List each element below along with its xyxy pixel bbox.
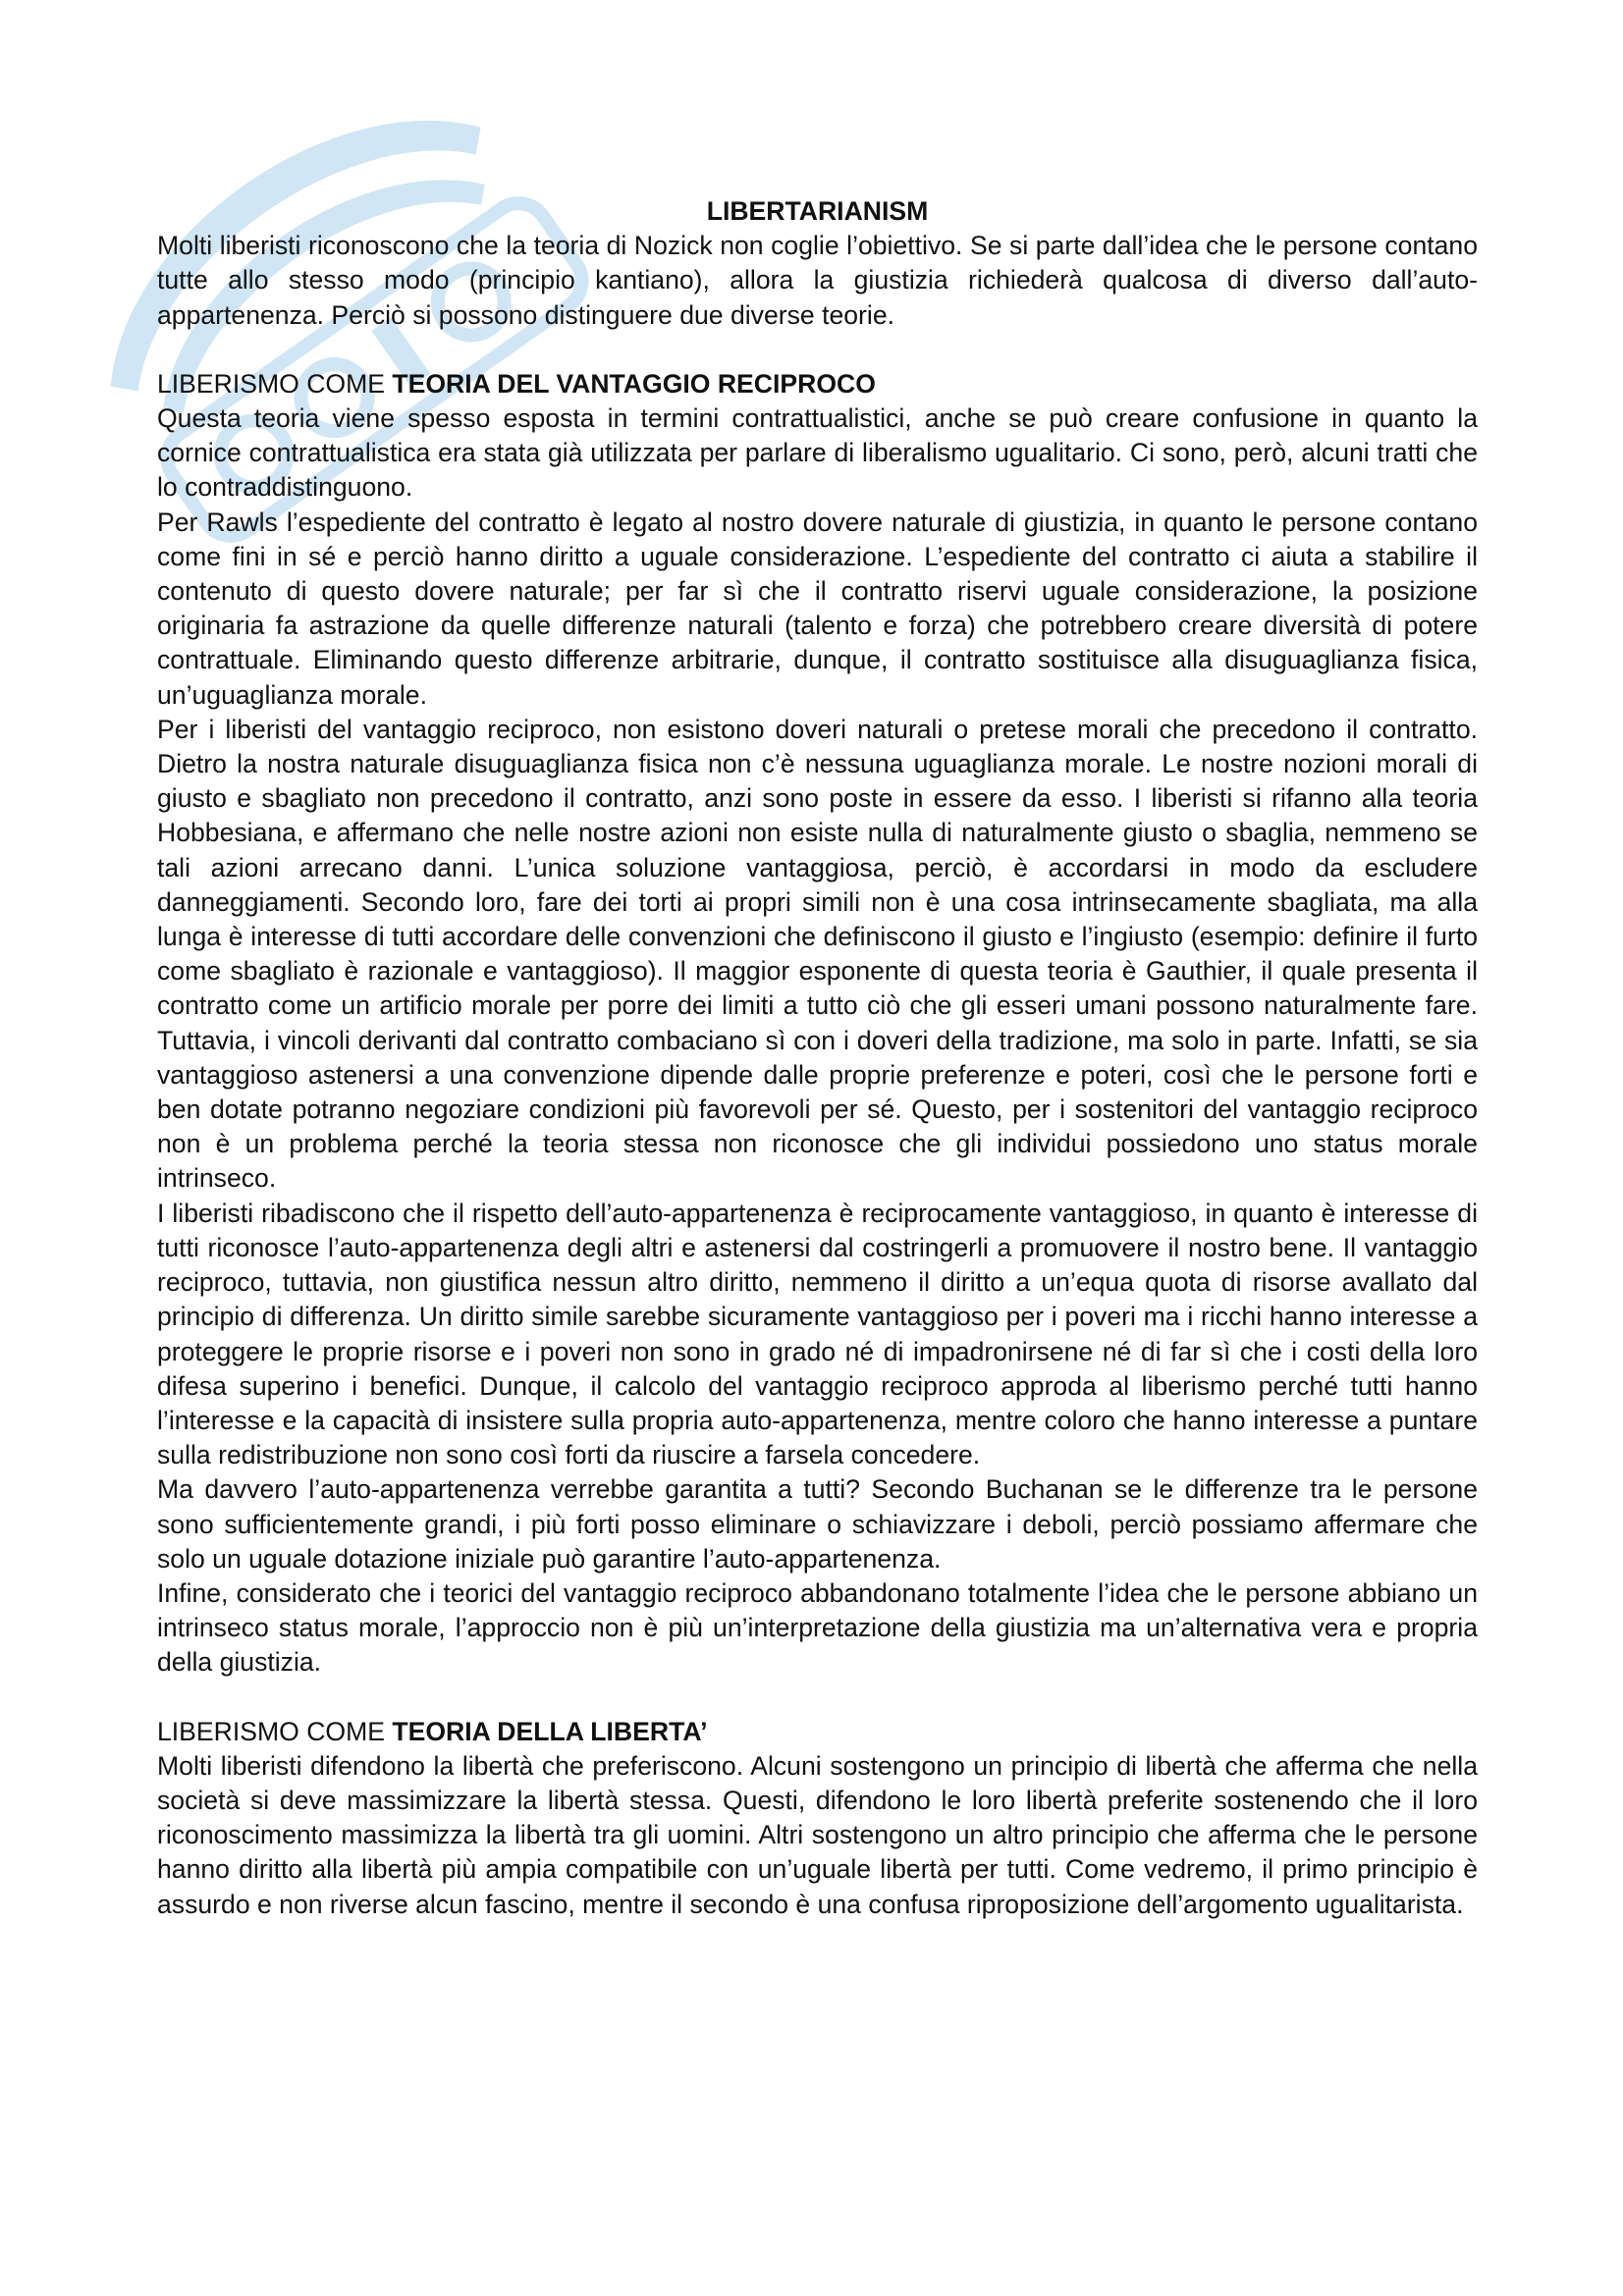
paragraph: Questa teoria viene spesso esposta in termini contrattualistici, anche se può creare confusione in quanto la cornice contrattualistica era stata già utilizzata per parlare di liberalismo ugualitario. Ci sono, però, alcuni tratti che lo contraddistinguono. [157, 403, 1478, 503]
section-heading-bold: TEORIA DEL VANTAGGIO RECIPROCO [392, 368, 876, 399]
paragraph: Per i liberisti del vantaggio reciproco, non esistono doveri naturali o pretese morali che precedono il contratto. Dietro la nostra naturale disuguaglianza fisica non c’è nessuna uguaglianza morale. Le nostre nozioni morali di giusto e sbagliato non precedono il contratto, anzi sono poste in essere da esso. I liberisti si rifanno alla teoria Hobbesiana, e affermano che nelle nostre azioni non esiste nulla di naturalmente giusto o sbaglia, nemmeno se tali azioni arrecano danni. L’unica soluzione vantaggiosa, perciò, è accordarsi in modo da escludere danneggiamenti. Secondo loro, fare dei torti ai propri simili non è una cosa intrinsecamente sbagliata, ma alla lunga è interesse di tutti accordare delle convenzioni che definiscono il giusto e l’ingiusto (esempio: definire il furto come sbagliato è razionale e vantaggioso). Il maggior esponente di questa teoria è Gauthier, il quale presenta il contratto come un artificio morale per porre dei limiti a tutto ciò che gli esseri umani possono naturalmente fare. Tuttavia, i vincoli derivanti dal contratto combaciano sì con i doveri della tradizione, ma solo in parte. Infatti, se sia vantaggioso astenersi a una convenzione dipende dalle proprie preferenze e poteri, così che le persone forti e ben dotate potranno negoziare condizioni più favorevoli per sé. Questo, per i sostenitori del vantaggio reciproco non è un problema perché la teoria stessa non riconosce che gli individui possiedono uno status morale intrinseco. [157, 714, 1478, 1194]
paragraph: Molti liberisti difendono la libertà che preferiscono. Alcuni sostengono un principio di libertà che afferma che nella società si deve massimizzare la libertà stessa. Questi, difendono le loro libertà preferite sostenendo che il loro riconoscimento massimizza la libertà tra gli uomini. Altri sostengono un altro principio che afferma che le persone hanno diritto alla libertà più ampia compatibile con un’uguale libertà per tutti. Come vedremo, il primo principio è assurdo e non riverse alcun fascino, mentre il secondo è una confusa riproposizione dell’argomento ugualitarista. [157, 1750, 1478, 1919]
section-heading-prefix: LIBERISMO COME [157, 368, 393, 399]
document-body [157, 194, 1478, 1922]
paragraph: Infine, considerato che i teorici del vantaggio reciproco abbandonano totalmente l’idea che le persone abbiano un intrinseco status morale, l’approccio non è più un’interpretazione della giustizia ma un’alternativa vera e propria della giustizia. [157, 1577, 1478, 1678]
section-heading-liberta [157, 1715, 1478, 1749]
paragraph: Per Rawls l’espediente del contratto è legato al nostro dovere naturale di giustizia, in quanto le persone contano come fini in sé e perciò hanno diritto a uguale considerazione. L’espediente del contratto ci aiuta a stabilire il contenuto di questo dovere naturale; per far sì che il contratto riservi uguale considerazione, la posizione originaria fa astrazione da quelle differenze naturali (talento e forza) che potrebbero creare diversità di potere contrattuale. Eliminando questo differenze arbitrarie, dunque, il contratto sostituisce alla disuguaglianza fisica, un’uguaglianza morale. [157, 507, 1478, 710]
document-title: LIBERTARIANISM [706, 196, 929, 226]
intro-paragraph: Molti liberisti riconoscono che la teoria di Nozick non coglie l’obiettivo. Se si parte dall’idea che le persone contano tutte allo stesso modo (principio kantiano), allora la giustizia richiederà qualcosa di diverso dall’auto-appartenenza. Perciò si possono distinguere due diverse teorie. [157, 231, 1478, 330]
section-heading-prefix: LIBERISMO COME [157, 1716, 393, 1746]
paragraph: I liberisti ribadiscono che il rispetto dell’auto-appartenenza è reciprocamente vantaggioso, in quanto è interesse di tutti riconosce l’auto-appartenenza degli altri e astenersi dal costringerli a promuovere il nostro bene. Il vantaggio reciproco, tuttavia, non giustifica nessun altro diritto, nemmeno il diritto a un’equa quota di risorse avallato dal principio di differenza. Un diritto simile sarebbe sicuramente vantaggioso per i poveri ma i ricchi hanno interesse a proteggere le proprie risorse e i poveri non sono in grado né di impadronirsene né di far sì che i costi della loro difesa superino i benefici. Dunque, il calcolo del vantaggio reciproco approda al liberismo perché tutti hanno l’interesse e la capacità di insistere sulla propria auto-appartenenza, mentre coloro che hanno interesse a puntare sulla redistribuzione non sono così forti da riuscire a farsela concedere. [157, 1198, 1478, 1470]
paragraph: Ma davvero l’auto-appartenenza verrebbe garantita a tutti? Secondo Buchanan se le differenze tra le persone sono sufficientemente grandi, i più forti posso eliminare o schiavizzare i deboli, perciò possiamo affermare che solo un uguale dotazione iniziale può garantire l’auto-appartenenza. [157, 1474, 1478, 1574]
section-heading-vantaggio-reciproco [157, 367, 1478, 401]
section-heading-bold: TEORIA DELLA LIBERTA’ [392, 1716, 708, 1746]
